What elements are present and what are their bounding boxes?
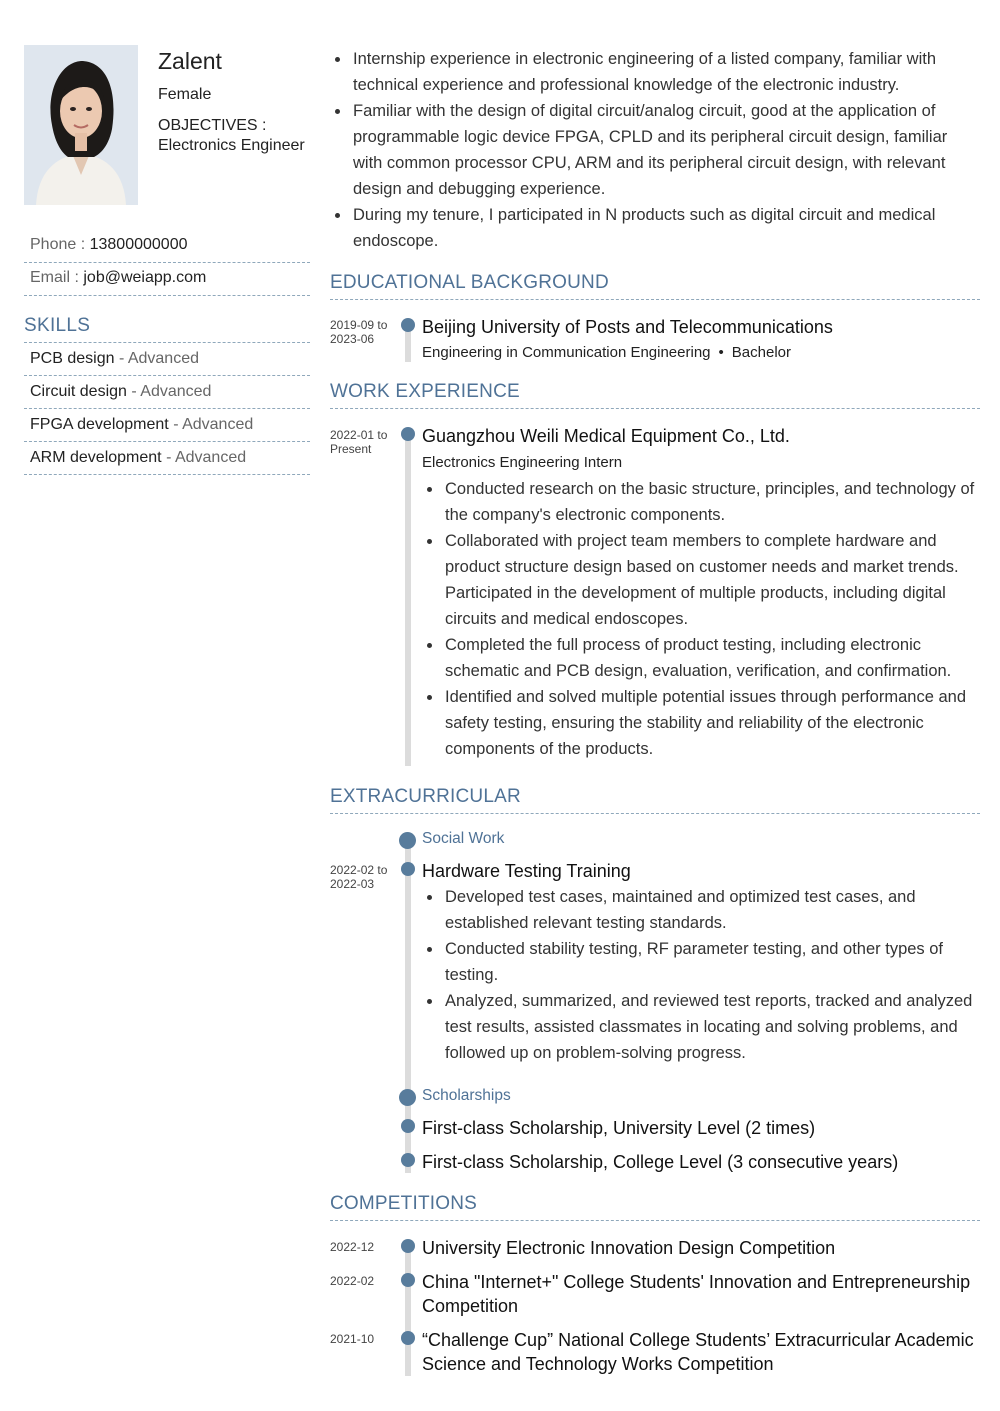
work-timeline xyxy=(405,433,411,766)
timeline-dot xyxy=(401,1239,415,1253)
activity-bullet: Analyzed, summarized, and reviewed test reports, tracked and analyzed test results, assisted classmates in locating and solving problems, and followed up on problem-solving progress. xyxy=(425,988,978,1066)
skill-level: - Advanced xyxy=(161,449,247,466)
phone-value: 13800000000 xyxy=(89,236,188,253)
phone-label: Phone : xyxy=(30,236,86,253)
education-date: 2019-09 to 2023-06 xyxy=(330,318,388,346)
email-label: Email : xyxy=(30,269,79,286)
skill-name: ARM development xyxy=(30,449,162,466)
activity-title: Hardware Testing Training xyxy=(422,861,631,881)
competition-date: 2021-10 xyxy=(330,1332,375,1346)
competitions-heading: COMPETITIONS xyxy=(330,1193,980,1221)
activity-bullet: Conducted stability testing, RF parameter testing, and other types of testing. xyxy=(425,936,978,988)
summary-item: Internship experience in electronic engineering of a listed company, familiar with technical experience and professional knowledge of the electronic industry. xyxy=(333,46,973,98)
email-row xyxy=(24,263,310,296)
timeline-dot xyxy=(401,862,415,876)
competitions-timeline xyxy=(405,1244,411,1376)
skill-item xyxy=(24,376,310,409)
profile-photo xyxy=(24,45,138,205)
competition-name: “Challenge Cup” National College Students’ Extracurricular Academic Science and Technology Works Competition xyxy=(422,1330,974,1374)
education-details xyxy=(422,344,791,361)
skills-heading: SKILLS xyxy=(24,315,310,343)
skill-level: - Advanced xyxy=(126,383,212,400)
timeline-dot xyxy=(401,1119,415,1133)
school-name: Beijing University of Posts and Telecommunications xyxy=(422,317,833,337)
scholarships-label: Scholarships xyxy=(422,1087,511,1104)
separator: • xyxy=(718,344,724,361)
career-objective xyxy=(158,116,323,156)
objective-value: Electronics Engineer xyxy=(158,137,305,154)
timeline-dot xyxy=(401,318,415,332)
work-bullet: Collaborated with project team members to complete hardware and product structure design based on customer needs and market trends. Participated in the development of multiple products, including digital circuits and medical endoscopes. xyxy=(425,528,978,632)
skill-item xyxy=(24,343,310,376)
competition-name: University Electronic Innovation Design Competition xyxy=(422,1238,836,1258)
company-name: Guangzhou Weili Medical Equipment Co., Ltd. xyxy=(422,426,790,446)
major: Engineering in Communication Engineering xyxy=(422,344,711,361)
degree: Bachelor xyxy=(731,344,791,361)
summary-item: During my tenure, I participated in N products such as digital circuit and medical endoscope. xyxy=(333,202,973,254)
candidate-name: Zalent xyxy=(158,48,222,74)
activity-bullets xyxy=(425,884,978,1066)
social-work-label: Social Work xyxy=(422,830,505,847)
candidate-gender: Female xyxy=(158,86,212,103)
timeline-group-dot xyxy=(399,832,416,849)
timeline-dot xyxy=(401,427,415,441)
timeline-group-dot xyxy=(399,1089,416,1106)
skill-item xyxy=(24,409,310,442)
scholarship-item: First-class Scholarship, College Level (3 consecutive years) xyxy=(422,1152,899,1172)
work-bullet: Conducted research on the basic structure, principles, and technology of the company's electronic components. xyxy=(425,476,978,528)
timeline-dot xyxy=(401,1273,415,1287)
work-date: 2022-01 to Present xyxy=(330,428,388,456)
education-heading: EDUCATIONAL BACKGROUND xyxy=(330,272,980,300)
timeline-dot xyxy=(401,1153,415,1167)
work-heading: WORK EXPERIENCE xyxy=(330,381,980,409)
skill-level: - Advanced xyxy=(168,416,254,433)
extracurricular-heading: EXTRACURRICULAR xyxy=(330,786,980,814)
summary-item: Familiar with the design of digital circuit/analog circuit, good at the application of programmable logic device FPGA, CPLD and its peripheral circuit design, familiar with common processor CPU, ARM and its peripheral circuit design, with relevant design and debugging experience. xyxy=(333,98,973,202)
activity-date: 2022-02 to 2022-03 xyxy=(330,863,388,891)
skill-item xyxy=(24,442,310,475)
skill-level: - Advanced xyxy=(114,350,199,367)
work-bullet: Identified and solved multiple potential issues through performance and safety testing, ensuring the stability and reliability of the electronic components of the products. xyxy=(425,684,978,762)
work-bullet: Completed the full process of product testing, including electronic schematic and PCB design, evaluation, verification, and confirmation. xyxy=(425,632,978,684)
phone-row xyxy=(24,230,310,263)
job-role: Electronics Engineering Intern xyxy=(422,454,623,471)
competition-name: China "Internet+" College Students' Innovation and Entrepreneurship Competition xyxy=(422,1272,971,1316)
skill-name: PCB design xyxy=(30,350,115,367)
skill-name: FPGA development xyxy=(30,416,169,433)
activity-bullet: Developed test cases, maintained and optimized test cases, and established relevant testing standards. xyxy=(425,884,978,936)
skill-name: Circuit design xyxy=(30,383,127,400)
work-bullets xyxy=(425,476,978,762)
email-value[interactable]: job@weiapp.com xyxy=(83,269,207,286)
objective-label: OBJECTIVES : xyxy=(158,117,267,134)
scholarship-item: First-class Scholarship, University Level (2 times) xyxy=(422,1118,816,1138)
competition-date: 2022-02 xyxy=(330,1274,375,1288)
competition-date: 2022-12 xyxy=(330,1240,375,1254)
summary-list xyxy=(333,46,973,254)
timeline-dot xyxy=(401,1331,415,1345)
